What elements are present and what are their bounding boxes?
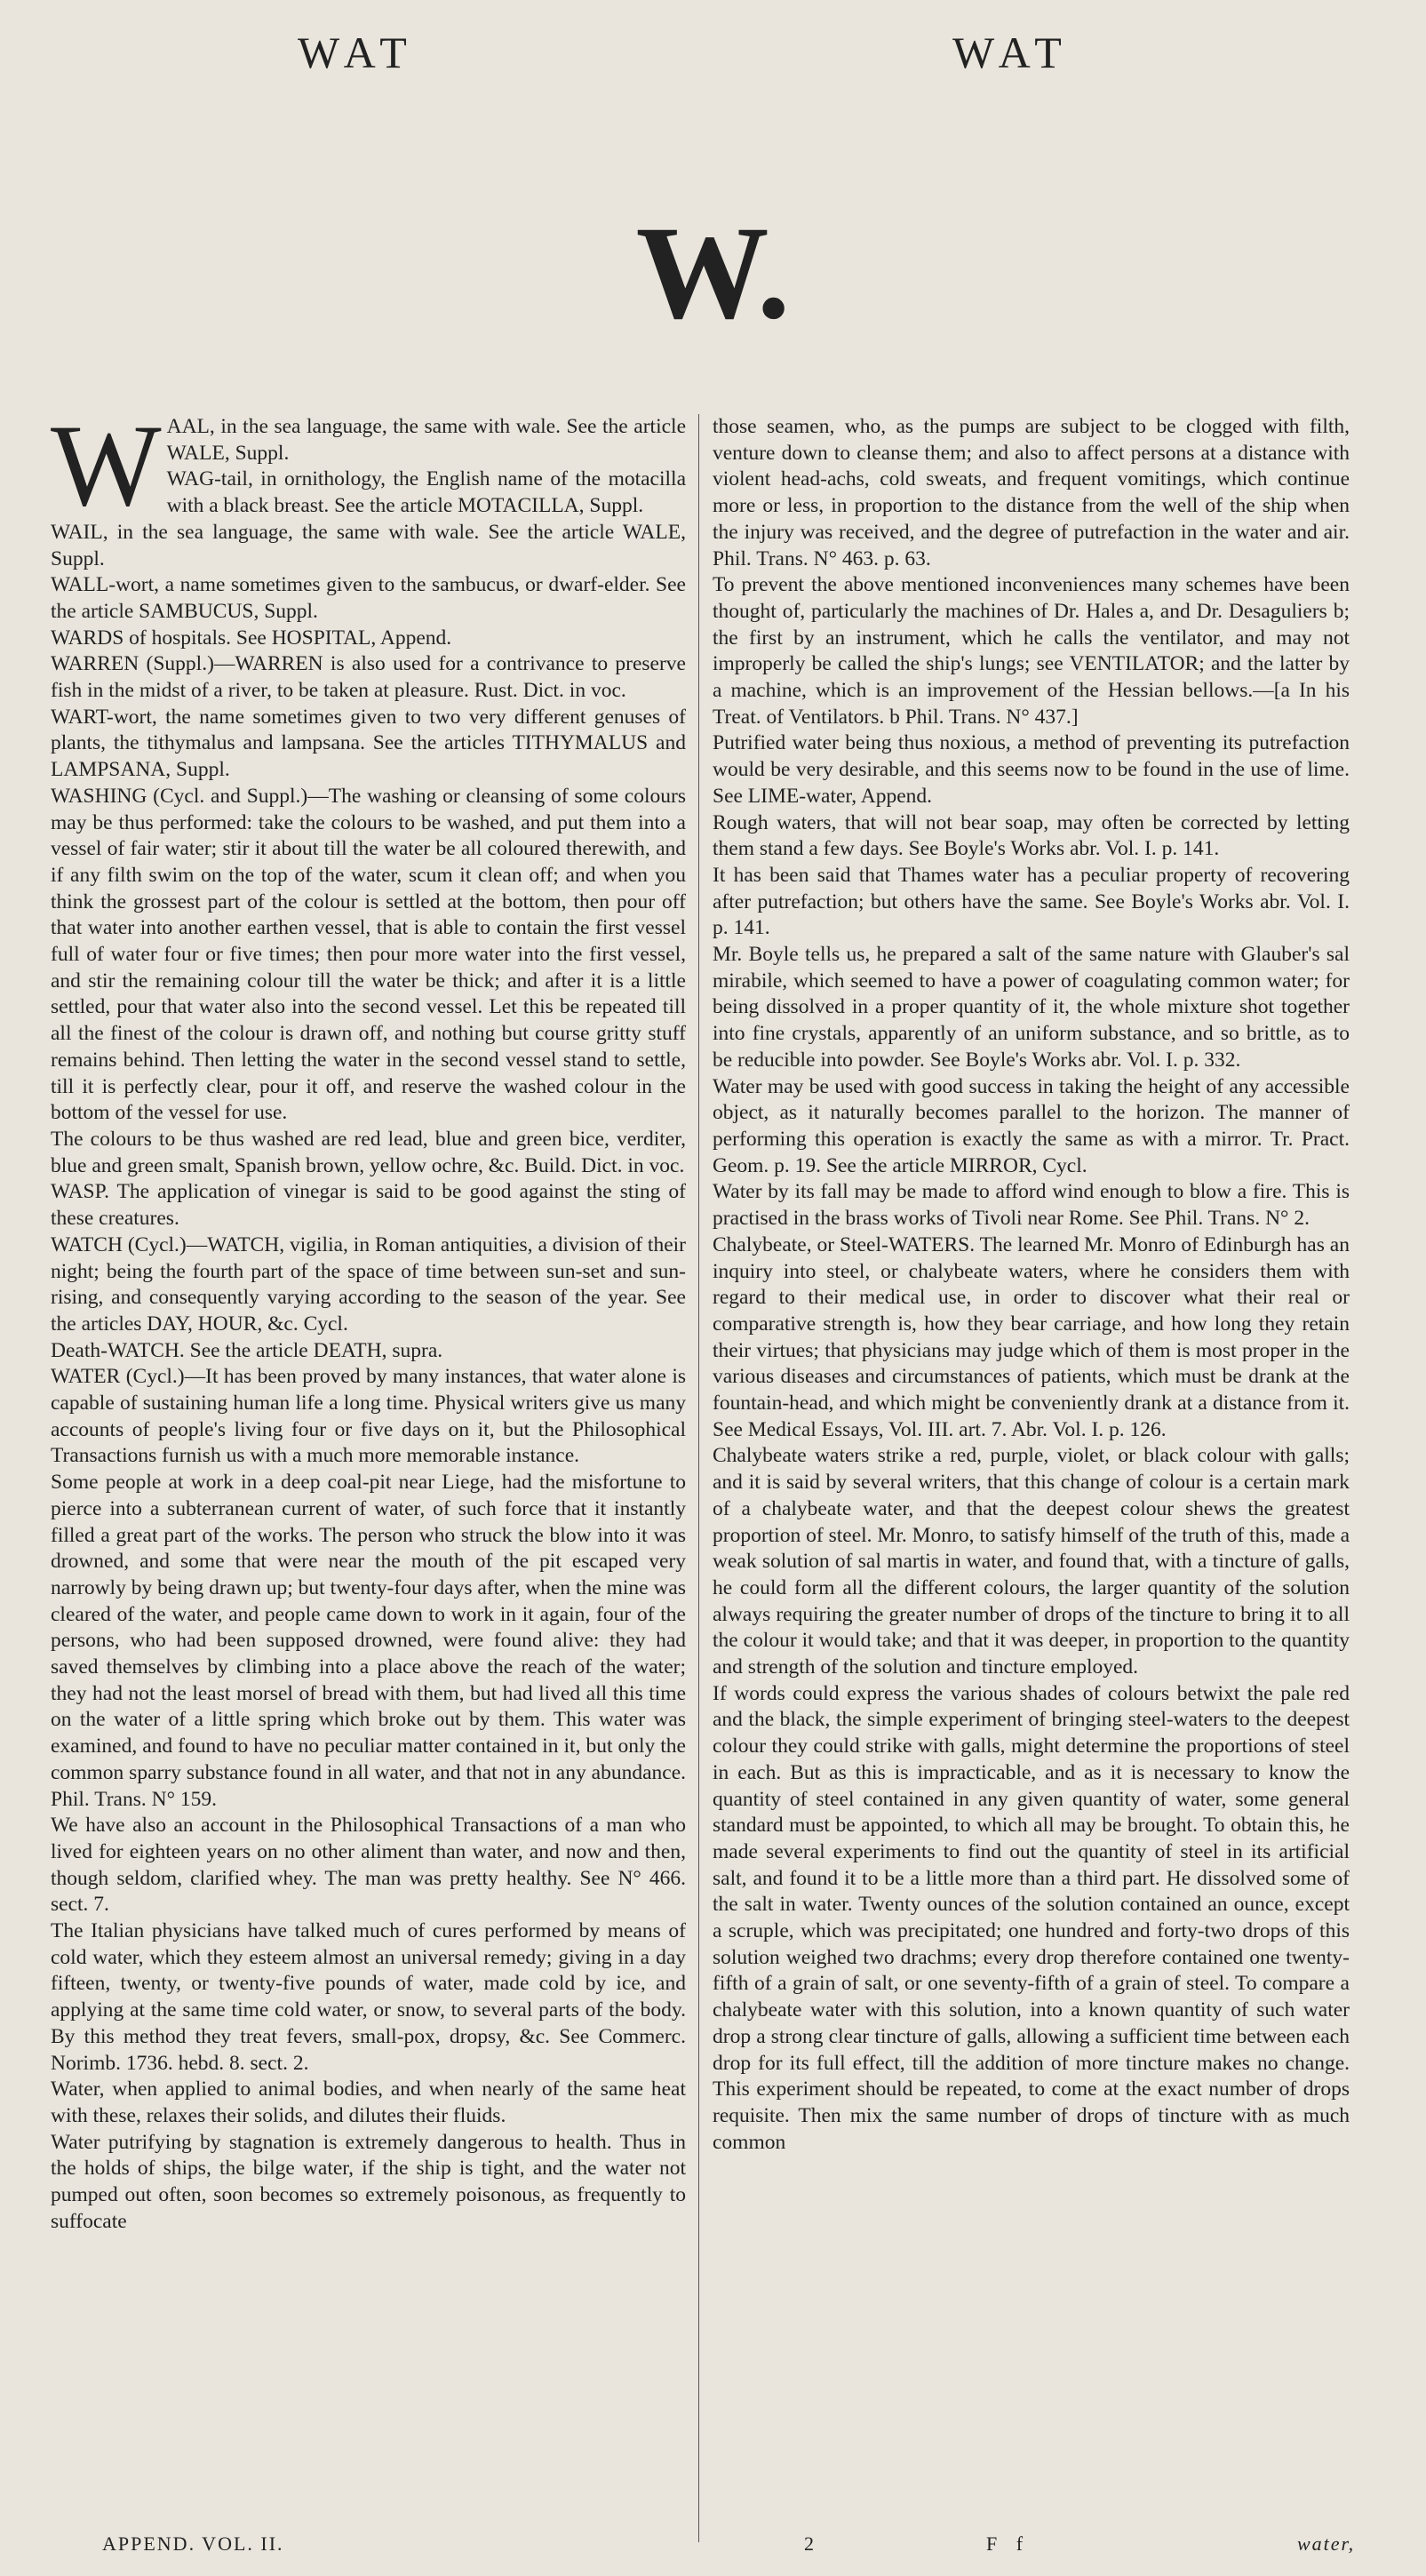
right-column — [713, 414, 1350, 2547]
entry-watch: WATCH (Cycl.)—WATCH, vigilia, in Roman antiquities, a division of their night; being the fourth part of the space of time between sun-set and sun-rising, and consequently varying according to the season of the year. See the articles DAY, HOUR, &c. Cycl. — [51, 1232, 686, 1336]
entry-boyle-salt: Mr. Boyle tells us, he prepared a salt of the same nature with Glauber's sal mirabile, which seemed to have a power of coagulating common water; for being dissolved in a proper quantity of it, the whole mixture shot together into fine crystals, apparently of an uniform substance, and so brittle, as to be reducible into powder. See Boyle's Works abr. Vol. I. p. 332. — [713, 943, 1350, 1072]
entry-water-liege: Some people at work in a deep coal-pit near Liege, had the misfortune to pierce into a subterranean current of water, of such force that it instantly filled a great part of the works. The person who struck the blow into it was drowned, and some that were near the mouth of the pit escaped very narrowly by being drawn up; but twenty-four days after, when the mine was cleared of the water, and people came down to work in it again, four of the persons, who had been supposed drowned, were found alive: they had saved themselves by climbing into a place above the reach of the water; they had not the least morsel of bread with them, but had lived all this time on the water of a little spring which broke out by them. This water was examined, and found to have no peculiar matter contained in it, but only the common sparry substance found in all water, and that not in any abundance. Phil. Trans. N° 159. — [51, 1471, 686, 1811]
entry-chalybeate: Chalybeate, or Steel-WATERS. The learned Mr. Monro of Edinburgh has an inquiry into steel, or chalybeate waters, where he considers them with regard to their medical use, in order to discover what their real or comparative strength is, how they bear carriage, and how long they retain their virtues; that physicians may judge which of them is most proper in the various diseases and circumstances of patients, which must be drank at the fountain-head, and which might be conveniently drank at a distance from it. See Medical Essays, Vol. III. art. 7. Abr. Vol. I. p. 126. — [713, 1232, 1350, 1441]
entry-death-watch: Death-WATCH. See the article DEATH, supra. — [51, 1338, 443, 1362]
left-column — [51, 414, 686, 2498]
entry-water-italian: The Italian physicians have talked much of cures performed by means of cold water, which they esteem almost an universal remedy; giving in a day fifteen, twenty, or twenty-five pounds of water, made cold by ice, and applying at the same time cold water, or snow, to several parts of the body. By this method they treat fevers, small-pox, dropsy, &c. See Commerc. Norimb. 1736. hebd. 8. sect. 2. — [51, 1919, 686, 2075]
entry-water-putrifying: Water putrifying by stagnation is extremely dangerous to health. Thus in the holds of ships, the bilge water, if the ship is tight, and the water not pumped out often, soon becomes so extremely poisonous, as frequently to suffocate — [51, 2130, 686, 2233]
entry-water-wind: Water by its fall may be made to afford wind enough to blow a fire. This is practised in the brass works of Tivoli near Rome. See Phil. Trans. N° 2. — [713, 1180, 1350, 1231]
entry-wart-wort: WART-wort, the name sometimes given to two very different genuses of plants, the tithymalus and lampsana. See the articles TITHYMALUS and LAMPSANA, Suppl. — [51, 705, 686, 782]
drop-cap: W — [51, 414, 162, 530]
entry-waal: AAL, in the sea language, the same with wale. See the article WALE, Suppl. — [166, 415, 686, 465]
entry-water-eighteen-years: We have also an account in the Philosophical Transactions of a man who lived for eighteen years on no other aliment than water, and now and then, though seldom, clarified whey. The man was pretty healthy. See N° 466. sect. 7. — [51, 1814, 686, 1917]
entry-water: WATER (Cycl.)—It has been proved by many instances, that water alone is capable of sustaining human life a long time. Physical writers give us many accounts of people's living four or five days on it, but the Philosophical Transactions furnish us with a much more memorable instance. — [51, 1365, 686, 1468]
section-letter: W. — [635, 199, 791, 347]
entry-seamen: those seamen, who, as the pumps are subject to be clogged with filth, venture down to cleanse them; and also to affect persons at a distance with violent head-achs, cold sweats, and frequent vomitings, which continue more or less, in proportion to the distance from the well of the ship when the injury was received, and the degree of putrefaction in the water and air. Phil. Trans. N° 463. p. 63. — [713, 415, 1350, 570]
entry-wail: WAIL, in the sea language, the same with wale. See the article WALE, Suppl. — [51, 520, 686, 570]
footer-volume: APPEND. VOL. II. — [102, 2532, 284, 2555]
entry-wards: WARDS of hospitals. See HOSPITAL, Append. — [51, 626, 452, 650]
entry-wag-tail: WAG-tail, in ornithology, the English name of the motacilla with a black breast. See the article MOTACILLA, Suppl. — [166, 467, 686, 518]
entry-steel-proportion: If words could express the various shades of colours betwixt the pale red and the black, the simple experiment of bringing steel-waters to the deepest colour they could strike with galls, might determine the proportions of steel in each. But as this is impracticable, and as it is necessary to know the quantity of steel contained in any given quantity of water, some general standard must be appointed, to which all may be brought. To obtain this, he made several experiments to find out the quantity of steel in its artificial salt, and found it to be a little more than a third part. He dissolved some of the salt in water. Twenty ounces of the solution contained an ounce, except a scruple, which was precipitated; one hundred and forty-two drops of this solution weighed two drachms; every drop therefore contained one twenty-fifth of a grain of salt, or one seventy-fifth of a grain of steel. To compare a chalybeate water with this solution, into a known quantity of such water drop a strong clear tincture of galls, allowing a sufficient time between each drop for its full effect, till the addition of more tincture makes no change. This experiment should be repeated, to come at the exact number of drops requisite. Then mix the same number of drops of tincture with as much common — [713, 1681, 1350, 2154]
entry-thames-water: It has been said that Thames water has a peculiar property of recovering after putrefaction; but others have the same. See Boyle's Works abr. Vol. I. p. 141. — [713, 863, 1350, 940]
entry-chalybeate-colour: Chalybeate waters strike a red, purple, violet, or black colour with galls; and it is said by several writers, that this change of colour is a certain mark of a chalybeate water, and that the deepest colour shews the greatest proportion of steel. Mr. Monro, to satisfy himself of the truth of this, made a weak solution of sal martis in water, and found that, with a tincture of galls, he could form all the different colours, the larger quantity of the solution always requiring the greater number of drops of the tincture to bring it to all the colour it would take; and that it was deeper, in proportion to the quantity and strength of the solution and tincture employed. — [713, 1444, 1350, 1679]
entry-rough-waters: Rough waters, that will not bear soap, may often be corrected by letting them stand a few days. See Boyle's Works abr. Vol. I. p. 141. — [713, 810, 1350, 861]
footer-mark: F f — [986, 2532, 1031, 2555]
entry-water-height: Water may be used with good success in taking the height of any accessible object, as it naturally becomes parallel to the horizon. The manner of performing this operation is exactly the same as with a mirror. Tr. Pract. Geom. p. 19. See the article MIRROR, Cycl. — [713, 1074, 1350, 1177]
footer-signature: 2 — [804, 2532, 816, 2555]
running-head-left: WAT — [298, 28, 416, 77]
entry-wasp: WASP. The application of vinegar is said to be good against the sting of these creatures. — [51, 1180, 686, 1231]
entry-washing-colours: The colours to be thus washed are red lead, blue and green bice, verditer, blue and green smalt, Spanish brown, yellow ochre, &c. Build. Dict. in voc. — [51, 1127, 686, 1177]
footer-catchword: water, — [1297, 2532, 1356, 2555]
entry-ventilators: To prevent the above mentioned inconveniences many schemes have been thought of, particularly the machines of Dr. Hales a, and Dr. Desaguliers b; the first by an instrument, which he calls the ventilator, and may not improperly be called the ship's lungs; see VENTILATOR; and the latter by a machine, which is an improvement of the Hessian bellows.—[a In his Treat. of Ventilators. b Phil. Trans. N° 437.] — [713, 573, 1350, 729]
entry-washing: WASHING (Cycl. and Suppl.)—The washing or cleansing of some colours may be thus performed: take the colours to be washed, and put them into a vessel of fair water; stir it about till the water be all coloured therewith, and if any filth swim on the top of the water, scum it clean off; and when you think the grossest part of the colour is settled at the bottom, then pour off that water into another earthen vessel, that is able to contain the first vessel full of water four or five times; then pour more water into the first vessel, and stir the remaining colour till the water be thick; and after it is a little settled, pour that water also into the second vessel. Let this be repeated till all the finest of the colour is drawn off, and nothing but course gritty stuff remains behind. Then letting the water in the second vessel stand to settle, till it is perfectly clear, pour it off, and reserve the washed colour in the bottom of the vessel for use. — [51, 784, 686, 1125]
column-divider — [698, 414, 699, 2542]
entry-water-animal: Water, when applied to animal bodies, and when nearly of the same heat with these, relaxes their solids, and dilutes their fluids. — [51, 2078, 686, 2127]
entry-wall-wort: WALL-wort, a name sometimes given to the sambucus, or dwarf-elder. See the article SAMBUCUS, Suppl. — [51, 573, 686, 623]
entry-warren: WARREN (Suppl.)—WARREN is also used for a contrivance to preserve fish in the midst of a river, to be taken at pleasure. Rust. Dict. in voc. — [51, 652, 686, 703]
entry-putrified-water: Putrified water being thus noxious, a method of preventing its putrefaction would be very desirable, and this seems now to be found in the use of lime. See LIME-water, Append. — [713, 731, 1350, 808]
running-head-right: WAT — [952, 28, 1071, 77]
